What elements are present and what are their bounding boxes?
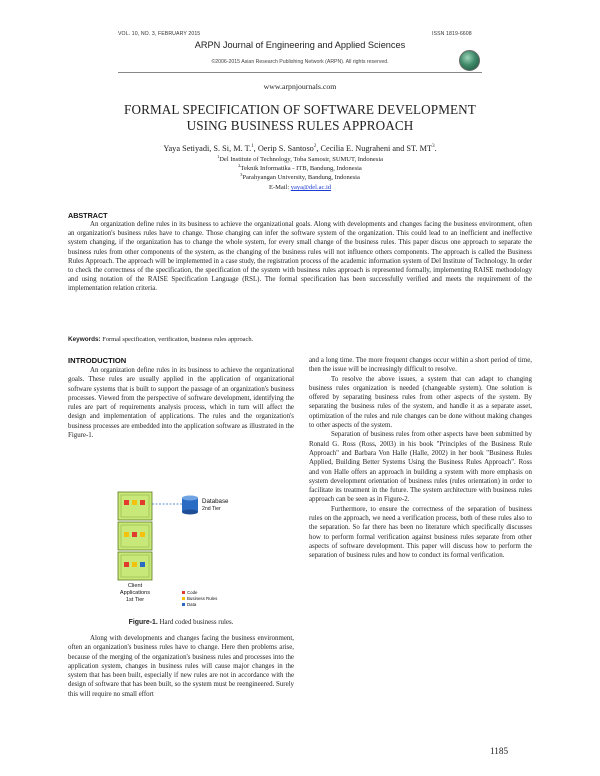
tier-box-2 — [118, 522, 152, 550]
page-number: 1185 — [490, 746, 509, 756]
tier-box-3 — [118, 552, 152, 580]
author-3: Cecilia E. Nugraheni and ST. MT — [320, 144, 433, 153]
intro-paragraph-2 — [68, 634, 294, 699]
email-link[interactable]: yaya@del.ac.id — [290, 184, 332, 191]
affil-1-text: Del Institute of Technology, Toba Samosir, SUMUT, Indonesia — [219, 156, 384, 163]
legend-code: Code — [187, 590, 198, 595]
title-line-1: FORMAL SPECIFICATION OF SOFTWARE DEVELOPMENT — [124, 102, 476, 117]
client-label: Client — [127, 583, 143, 589]
email-label: E-Mail: — [268, 184, 290, 191]
affil-3-text: Parahyangan University, Bandung, Indonesia — [242, 174, 360, 181]
email-line — [60, 184, 540, 191]
abstract-heading: ABSTRACT — [68, 211, 108, 220]
legend-data-swatch — [182, 603, 185, 606]
journal-title: ARPN Journal of Engineering and Applied Sciences — [194, 40, 406, 50]
applications-label: Applications — [119, 590, 151, 596]
affil-3-sup: 3 — [240, 171, 243, 177]
affil-1-sup: 1 — [216, 153, 220, 159]
caption-text: Hard coded business rules. — [159, 619, 234, 626]
intro-paragraph-1 — [68, 366, 294, 440]
volume-line: VOL. 10, NO. 3, FEBRUARY 2015 — [118, 31, 201, 37]
author-list: Yaya Setiyadi, S. Si, M. T.$^1$, Oerip S. Santoso$^2$, Cecilia E. Nugraheni and ST. $MT^3$. — [163, 144, 437, 153]
author-1: Yaya Setiyadi, S. Si, M. T. — [163, 144, 252, 153]
affiliation-1 — [60, 153, 540, 163]
rules-block-icon — [124, 532, 129, 537]
figure-1-caption — [68, 619, 294, 626]
rules-block-icon — [140, 532, 145, 537]
intro-right-column — [309, 356, 532, 561]
header-rule — [118, 72, 482, 73]
affil-2-sup: 2 — [238, 162, 241, 168]
legend-rules-swatch — [182, 597, 185, 600]
keywords-label: Keywords: — [68, 336, 101, 343]
tier-box-1 — [118, 492, 152, 520]
rules-block-icon — [132, 562, 137, 567]
author-2: Oerip S. Santoso — [257, 144, 314, 153]
paper-title — [60, 102, 540, 134]
code-block-icon — [124, 500, 129, 505]
affiliation-3 — [60, 171, 540, 181]
code-block-icon — [132, 532, 137, 537]
title-line-2: USING BUSINESS RULES APPROACH — [186, 118, 414, 133]
journal-url[interactable]: www.arpnjournals.com — [263, 82, 337, 91]
abstract-text: An organization define rules in its business to achieve the organizational goals. Along with developments and changes facing the business environment, often an organization's business rules have to change. Those changing can infer the software system of the organization. This could lead to an inefficient and ineffective system changing, if the organization has to change the whole system, for every small change of the business rules. This paper discus one approach to separate the business rules from other components of the system, as the changing of the business rules will not influence others components. The approach is called the Business Rules Approach. The approach will be implemented in a case study, the registration process of the academic information system of Del Institute of Technology. In order to check the correctness of the specification, the specification of the system with business rules approach is represented formally, implementing RAISE methodology and using notation of the RAISE Specification Language (RSL). The formal specification has been successfully verified and meets the requirement of the implementation relation criteria. — [68, 221, 532, 293]
intro-r2-text: To resolve the above issues, a system that can adapt to changing business rules organization is needed (changeable system). One solution is offered by separating business rules from other aspects of the system. By separating the business rules of the system, and handle it as a separate asset, optimization of the rules and rule changes can be done without making changes to other aspects of the system. — [309, 375, 532, 430]
rules-block-icon — [132, 500, 137, 505]
legend-data: Data — [187, 602, 197, 607]
author-1-sup: 1 — [251, 144, 254, 150]
journal-logo-icon — [459, 50, 480, 71]
affiliation-2 — [60, 162, 540, 172]
caption-label: Figure-1. — [128, 619, 158, 626]
legend-rules: Business Rules — [187, 596, 218, 601]
tier-1-label: 1st Tier — [125, 597, 145, 603]
author-2-sup: 2 — [313, 144, 317, 150]
data-block-icon — [140, 562, 145, 567]
code-block-icon — [124, 562, 129, 567]
introduction-heading: INTRODUCTION — [68, 356, 127, 365]
intro-p1-text: An organization define rules in its business to achieve the organizational goals. These rules are usually applied in the application of organizational software systems that is built to support the passage of an organization's business processes. Viewed from the perspective of software development, identifying the rules are part of requirements analysis process, which in turn will affect the design and implementation of applications. The rules and the organization's business processes are embedded into the application software as illustrated in the Figure-1. — [68, 367, 294, 440]
intro-r1-text: and a long time. The more frequent changes occur within a short period of time, then the issue will be increasingly difficult to resolve. — [309, 357, 532, 374]
intro-r4-text: Furthermore, to ensure the correctness of the separation of business rules on the approach, we need a verification process, both of these rules also to the separation. So far there has been no literature which specifically discusses how to perform formal verification against business rules separate from other aspects of software development. This paper will discuss how to perform the separation of business rules and how to conduct its formal verification. — [309, 505, 532, 560]
database-label: Database — [202, 498, 229, 505]
code-block-icon — [140, 500, 145, 505]
database-icon — [182, 496, 198, 515]
keywords-text: Formal specification, verification, business rules approach. — [102, 336, 254, 343]
issn: ISSN 1819-6608 — [432, 31, 472, 37]
keywords — [68, 336, 532, 343]
legend-code-swatch — [182, 591, 185, 594]
affil-2-text: Teknik Informatika - ITB, Bandung, Indonesia — [240, 165, 362, 172]
author-3-sup: 3 — [432, 144, 435, 150]
intro-r3-text: Separation of business rules from other aspects have been submitted by Ronald G. Ross (Ross, 2003) in his book "Principles of the Business Rule Approach" and Barbara Von Halle (Halle, 2002) in her book "Business Rules Applied, Building Better Systems Using the Business Rules Approach". Ross and von Halle offers an approach in building a system with more emphasis on system development orientation of business rules (rules orientation) in order to facilitate its treatment in the future. The system architecture with business rules approach can be seen as in Figure-2. — [309, 431, 532, 504]
figure-1-diagram — [110, 490, 270, 615]
tier-2-label: 2nd Tier — [202, 506, 221, 512]
copyright: ©2006-2015 Asian Research Publishing Network (ARPN). All rights reserved. — [211, 59, 389, 65]
intro-p2-text: Along with developments and changes facing the business environment, often an organization's business rules have to change. Here then problems arise, because of the merging of the organization's business rules and processes into the application system, changes in business rules will cause major changes in the system that has been built, especially if new rules are not in accordance with the design of software that has been built, so the system must be reengineered. Surely this will require no small effort — [68, 635, 294, 698]
